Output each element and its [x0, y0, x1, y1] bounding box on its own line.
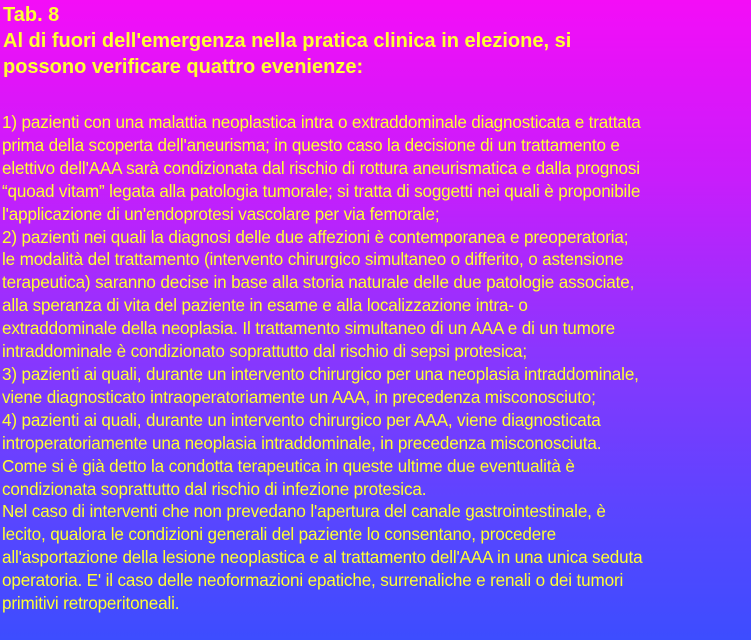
- body-line: “quoad vitam” legata alla patologia tumorale; si tratta di soggetti nei quali è proponibile: [2, 181, 641, 201]
- body-line: le modalità del trattamento (intervento chirurgico simultaneo o differito, o astensione: [2, 250, 624, 270]
- body-line: prima della scoperta dell'aneurisma; in questo caso la decisione di un trattamento e: [2, 135, 620, 155]
- body-line: Come si è già detto la condotta terapeutica in queste ultime due eventualità è: [2, 456, 575, 476]
- title-line: Al di fuori dell'emergenza nella pratica clinica in elezione, si: [3, 30, 572, 52]
- body-line: 3) pazienti ai quali, durante un intervento chirurgico per una neoplasia intraddominale,: [2, 364, 639, 384]
- title-line: possono verificare quattro evenienze:: [3, 56, 364, 78]
- body-line: viene diagnosticato intraoperatoriamente un AAA, in precedenza misconosciuto;: [2, 387, 596, 407]
- body-line: condizionata soprattutto dal rischio di infezione protesica.: [2, 479, 427, 499]
- body-line: intraddominale è condizionato soprattutto dal rischio di sepsi protesica;: [2, 342, 527, 362]
- body-line: primitivi retroperitoneali.: [2, 594, 180, 614]
- body-line: lecito, qualora le condizioni generali del paziente lo consentano, procedere: [2, 525, 557, 545]
- body-line: Nel caso di interventi che non prevedano l'apertura del canale gastrointestinale, è: [2, 502, 606, 522]
- body-line: operatoria. E' il caso delle neoformazioni epatiche, surrenaliche e renali o dei tumori: [2, 571, 624, 591]
- body-line: introperatoriamente una neoplasia intraddominale, in precedenza misconosciuta.: [2, 433, 602, 453]
- body-line: 4) pazienti ai quali, durante un intervento chirurgico per AAA, viene diagnosticata: [2, 410, 601, 430]
- title-line: Tab. 8: [3, 4, 60, 26]
- body-line: terapeutica) saranno decise in base alla storia naturale delle due patologie associate,: [2, 273, 635, 293]
- body-line: 1) pazienti con una malattia neoplastica intra o extraddominale diagnosticata e trattata: [2, 113, 641, 132]
- body-line: 2) pazienti nei quali la diagnosi delle due affezioni è contemporanea e preoperatoria;: [2, 227, 629, 247]
- body-line: alla speranza di vita del paziente in esame e alla localizzazione intra- o: [2, 296, 528, 316]
- body-line: extraddominale della neoplasia. Il trattamento simultaneo di un AAA e di un tumore: [2, 319, 615, 339]
- body-line: all'asportazione della lesione neoplastica e al trattamento dell'AAA in una unica seduta: [2, 548, 643, 568]
- body-line: l'applicazione di un'endoprotesi vascolare per via femorale;: [2, 204, 440, 224]
- body-line: elettivo dell'AAA sarà condizionata dal rischio di rottura aneurismatica e dalla prognosi: [2, 158, 640, 178]
- slide-body-text: [2, 112, 750, 616]
- slide-title: [3, 2, 749, 80]
